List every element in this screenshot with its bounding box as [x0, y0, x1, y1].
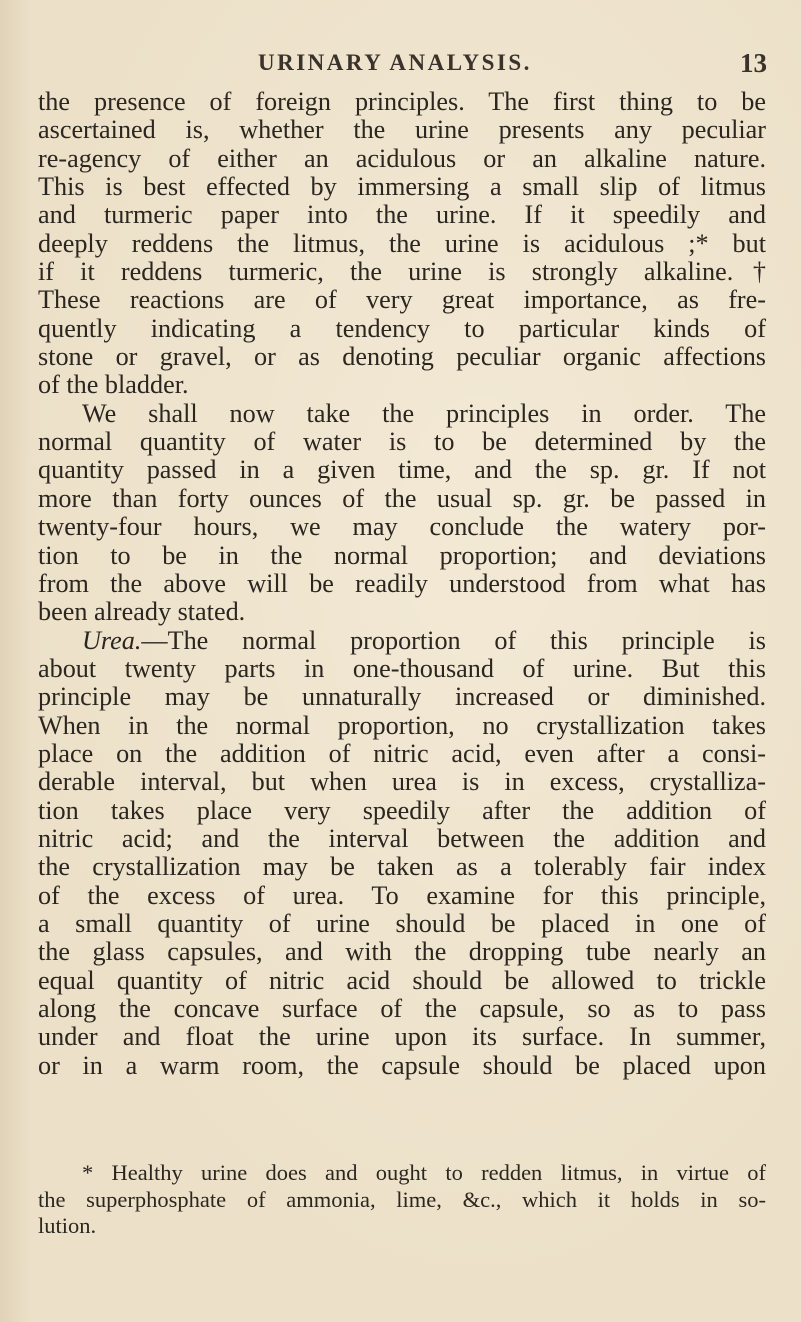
body-line: ascertained is, whether the urine presents any peculiar — [38, 115, 766, 145]
body-line: normal quantity of water is to be determined by the — [38, 427, 766, 457]
body-line: been already stated. — [38, 597, 246, 627]
body-line: quantity passed in a given time, and the sp. gr. If not — [38, 455, 766, 485]
body-line: tion to be in the normal proportion; and deviations — [38, 540, 766, 570]
body-text — [38, 88, 766, 1080]
body-line: These reactions are of very great importance, as fre- — [38, 285, 766, 315]
body-line: about twenty parts in one-thousand of urine. But this — [38, 653, 766, 683]
running-head — [0, 50, 801, 80]
footnote-line: * Healthy urine does and ought to redden litmus, in virtue of — [82, 1160, 766, 1185]
body-line: place on the addition of nitric acid, even after a consi- — [38, 738, 766, 768]
body-line: a small quantity of urine should be placed in one of — [38, 908, 766, 938]
body-line: nitric acid; and the interval between the addition and — [38, 823, 766, 853]
body-line: equal quantity of nitric acid should be allowed to trickle — [38, 965, 766, 995]
body-line: from the above will be readily understood from what has — [38, 568, 766, 598]
body-line: or in a warm room, the capsule should be placed upon — [38, 1050, 766, 1080]
body-line: We shall now take the principles in order. The — [82, 398, 766, 428]
body-line: under and float the urine upon its surface. In summer, — [38, 1022, 766, 1052]
body-line: tion takes place very speedily after the addition of — [38, 795, 766, 825]
body-line: the crystallization may be taken as a tolerably fair index — [38, 852, 766, 882]
running-title: URINARY ANALYSIS. — [258, 50, 532, 75]
footnote-line: lution. — [38, 1213, 97, 1238]
body-line: of the bladder. — [38, 370, 189, 400]
body-line: deeply reddens the litmus, the urine is acidulous ;* but — [38, 228, 766, 258]
body-line: if it reddens turmeric, the urine is strongly alkaline.† — [38, 257, 766, 287]
body-line: the presence of foreign principles. The first thing to be — [38, 87, 766, 116]
footnote-line: the superphosphate of ammonia, lime, &c., which it holds in so- — [38, 1186, 766, 1212]
body-line: When in the normal proportion, no crystallization takes — [38, 710, 766, 740]
section-heading-urea: Urea. — [82, 625, 142, 655]
body-line: along the concave surface of the capsule, so as to pass — [38, 994, 766, 1023]
body-line: the glass capsules, and with the dropping tube nearly an — [38, 937, 766, 967]
body-line: of the excess of urea. To examine for this principle, — [38, 880, 766, 910]
body-line: stone or gravel, or as denoting peculiar organic affections — [38, 342, 766, 372]
body-line: twenty-four hours, we may conclude the watery por- — [38, 512, 766, 542]
body-line: This is best effected by immersing a small slip of litmus — [38, 172, 766, 202]
footnotes — [38, 1160, 766, 1240]
page-number: 13 — [740, 48, 767, 78]
body-line: derable interval, but when urea is in excess, crystalliza- — [38, 767, 766, 797]
body-line: Urea.—The normal proportion of this principle is — [82, 625, 766, 655]
body-line: quently indicating a tendency to particular kinds of — [38, 313, 766, 343]
body-line: more than forty ounces of the usual sp. gr. be passed in — [38, 483, 766, 513]
body-line: principle may be unnaturally increased or diminished. — [38, 682, 766, 712]
body-line: re-agency of either an acidulous or an alkaline nature. — [38, 143, 766, 173]
body-line: and turmeric paper into the urine. If it speedily and — [38, 200, 766, 230]
